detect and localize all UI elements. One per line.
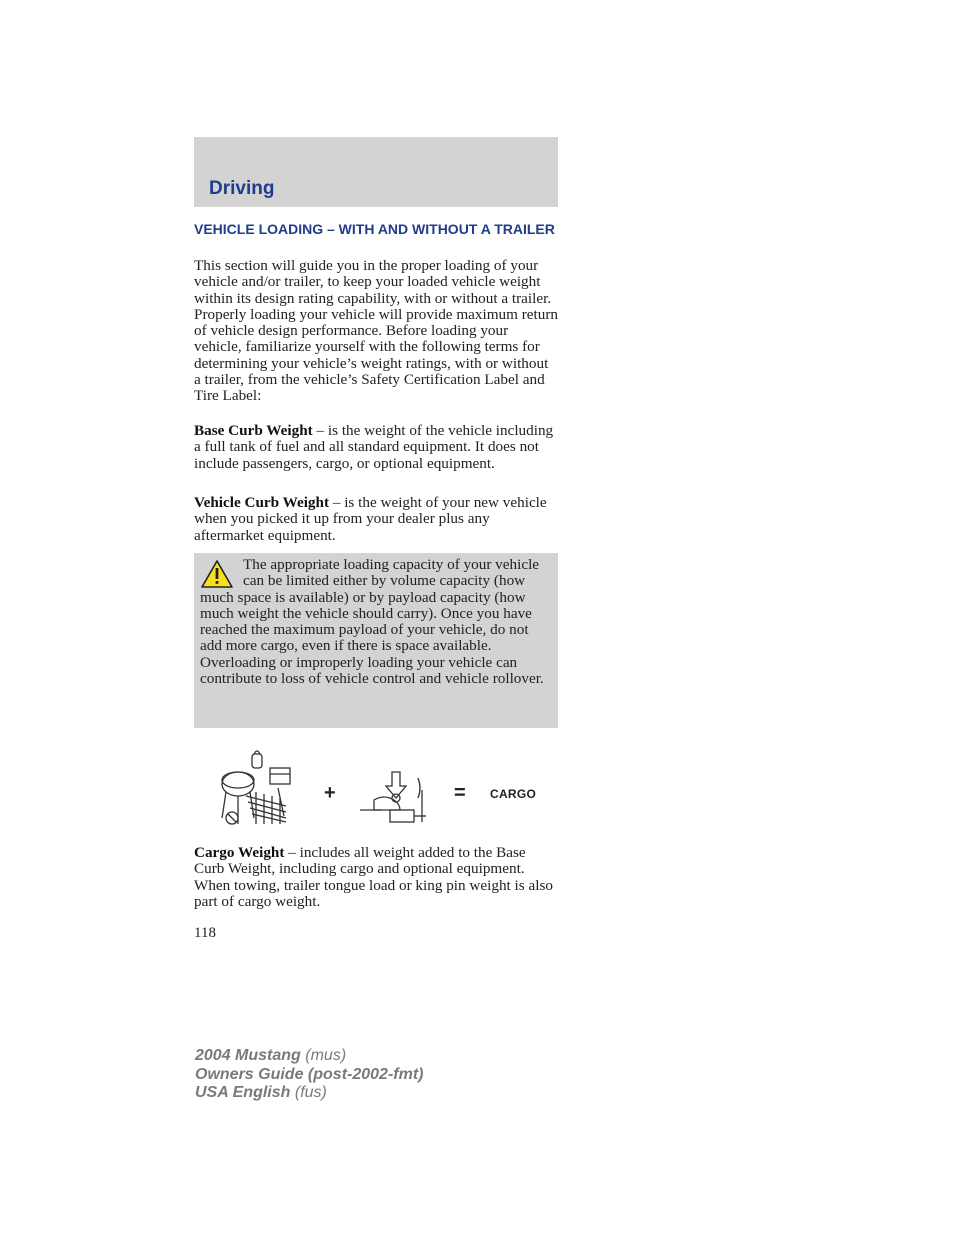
footer-line-guide xyxy=(195,1066,423,1085)
vehicle-curb-weight-term: Vehicle Curb Weight xyxy=(194,494,330,511)
section-heading: VEHICLE LOADING – WITH AND WITHOUT A TRAILER xyxy=(194,221,555,237)
base-curb-weight-term: Base Curb Weight xyxy=(194,422,313,439)
page-number: 118 xyxy=(194,925,216,941)
cargo-weight-text: – includes all weight added to the Base Curb Weight, including cargo and optional equipment. When towing, trailer tongue load or king pin weight is also part of cargo weight. xyxy=(194,844,553,910)
footer-language: USA English xyxy=(195,1084,291,1101)
cargo-equation-illustration xyxy=(194,745,558,835)
cargo-items-icon xyxy=(212,748,296,832)
vehicle-curb-weight-text: – is the weight of your new vehicle when you picked it up from your dealer plus any aftermarket equipment. xyxy=(194,494,547,544)
section-header-band xyxy=(194,137,558,207)
cargo-weight-definition xyxy=(194,845,558,910)
warning-box xyxy=(194,553,558,728)
cargo-result-label: CARGO xyxy=(490,787,537,801)
warning-text: The appropriate loading capacity of your vehicle can be limited either by volume capacity (how much space is available) or by payload capacity (how much weight the vehicle should carry). Once you have reached the maximum payload of your vehicle, do not add more cargo, even if there is space available. Overloading or improperly loading your vehicle can contribute to loss of vehicle control and vehicle rollover. xyxy=(200,556,544,688)
base-curb-weight-definition xyxy=(194,423,558,472)
footer-line-model xyxy=(195,1047,423,1066)
footer-model-name: 2004 Mustang xyxy=(195,1047,301,1064)
base-curb-weight-text: – is the weight of the vehicle including a full tank of fuel and all standard equipment. It does not include passengers, cargo, or optional equipment. xyxy=(194,422,554,472)
section-title: Driving xyxy=(209,178,275,199)
footer-model-code: (mus) xyxy=(300,1047,347,1064)
trailer-hitch-icon xyxy=(358,770,430,825)
footer-guide-name: Owners Guide (post-2002-fmt) xyxy=(195,1065,424,1083)
cargo-weight-term: Cargo Weight xyxy=(194,844,285,861)
footer-line-language xyxy=(195,1084,423,1103)
plus-sign: + xyxy=(324,782,336,804)
warning-text-block xyxy=(200,557,552,687)
vehicle-curb-weight-definition xyxy=(194,495,558,544)
footer-language-code: (fus) xyxy=(290,1084,327,1101)
equals-sign: = xyxy=(454,782,466,804)
intro-paragraph: This section will guide you in the proper loading of your vehicle and/or trailer, to keep your loaded vehicle weight within its design rating capability, with or without a trailer. Properly loading your vehicle will provide maximum return of vehicle design performance. Before loading your vehicle, familiarize yourself with the following terms for determining your vehicle’s weight ratings, with or without a trailer, from the vehicle’s Safety Certification Label and Tire Label: xyxy=(194,257,558,405)
document-footer xyxy=(195,1047,423,1103)
